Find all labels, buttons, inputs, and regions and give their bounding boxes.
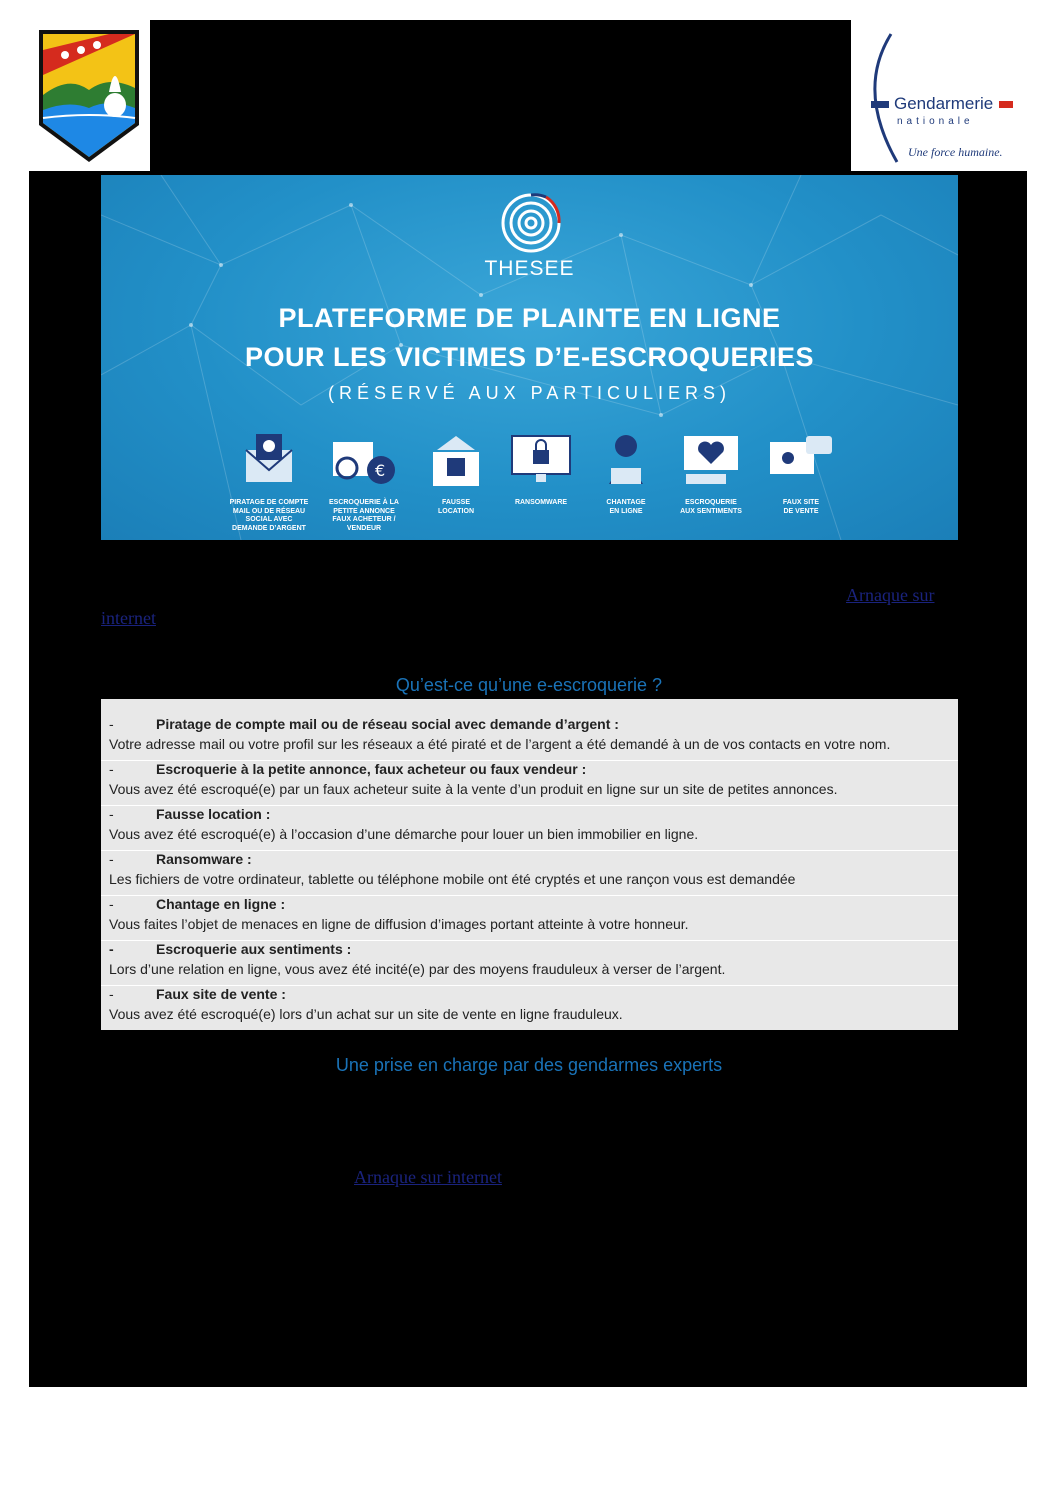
gendarmerie-logo (851, 20, 1027, 171)
blackmail-icon (591, 432, 661, 488)
banner-title-line2: POUR LES VICTIMES D’E-ESCROQUERIES (244, 342, 815, 372)
banner-subtitle: (RÉSERVÉ AUX PARTICULIERS) (327, 383, 732, 403)
icon-label-romance-scam: ESCROQUERIE AUX SENTIMENTS (680, 499, 742, 515)
list-dash: - (109, 986, 114, 1002)
icon-label-hacked-mail: PIRATAGE DE COMPTE MAIL OU DE RÉSEAU SOCIAL AVEC DEMANDE D’ARGENT (229, 499, 309, 532)
svg-text:€: € (375, 461, 386, 480)
coat-of-arms-icon (29, 20, 150, 171)
list-dash: - (109, 851, 114, 867)
scam-title: Ransomware : (156, 851, 252, 867)
icon-label-fake-shop: FAUX SITE DE VENTE (782, 499, 820, 515)
thesee-brand: THESEE (484, 257, 575, 280)
scam-description: Vous avez été escroqué(e) par un faux acheteur suite à la vente d’un produit en ligne sur un site de petites annonces. (109, 781, 838, 797)
icon-label-ransomware: RANSOMWARE (514, 499, 568, 506)
thesee-logo-icon (496, 185, 566, 255)
scam-description: Les fichiers de votre ordinateur, tablette ou téléphone mobile ont été cryptés et une rançon vous est demandée (109, 871, 796, 887)
scam-title: Escroquerie à la petite annonce, faux acheteur ou faux vendeur : (156, 761, 587, 777)
arnaque-link-part1[interactable]: Arnaque sur (846, 585, 935, 605)
scam-title: Faux site de vente : (156, 986, 286, 1002)
list-dash: - (109, 896, 114, 912)
gendarmerie-word: Gendarmerie (894, 94, 994, 113)
icon-label-ad-fraud: ESCROQUERIE À LA PETITE ANNONCE FAUX ACHETEUR / VENDEUR (328, 499, 399, 532)
scam-description: Vous avez été escroqué(e) lors d’un achat sur un site de vente en ligne frauduleux. (109, 1006, 623, 1022)
arnaque-link[interactable]: Arnaque sur internet (354, 1167, 502, 1187)
thesee-banner (101, 175, 958, 540)
scam-title: Fausse location : (156, 806, 271, 822)
experts-heading: Une prise en charge par des gendarmes experts (335, 1055, 723, 1075)
romance-scam-icon (676, 432, 746, 488)
scam-title: Escroquerie aux sentiments : (156, 941, 352, 957)
hacked-mail-icon (234, 432, 304, 488)
fake-rental-icon (421, 432, 491, 488)
ransomware-icon (506, 432, 576, 488)
scam-title: Piratage de compte mail ou de réseau social avec demande d’argent : (156, 716, 619, 732)
list-dash: - (109, 761, 114, 777)
scam-title: Chantage en ligne : (156, 896, 286, 912)
scam-description: Vous avez été escroqué(e) à l’occasion d’une démarche pour louer un bien immobilier en ligne. (109, 826, 699, 842)
scam-description: Vous faites l’objet de menaces en ligne de diffusion d’images portant atteinte à votre honneur. (109, 916, 689, 932)
list-dash: - (109, 806, 114, 822)
ad-fraud-icon (329, 432, 399, 488)
arnaque-link-part2[interactable]: internet (101, 608, 156, 628)
gendarmerie-tagline: Une force humaine. (908, 145, 1003, 159)
crest-frame (29, 20, 150, 171)
list-dash: - (109, 941, 114, 957)
scam-description: Votre adresse mail ou votre profil sur les réseaux a été piraté et de l’argent a été demandé à un de vos contacts en votre nom. (109, 736, 891, 752)
fake-shop-icon (766, 432, 836, 488)
gendarmerie-nationale: nationale (897, 116, 974, 127)
icon-label-blackmail: CHANTAGE EN LIGNE (606, 499, 646, 515)
scam-description: Lors d’une relation en ligne, vous avez été incité(e) par des moyens frauduleux à verser de l’argent. (109, 961, 726, 977)
list-dash: - (109, 716, 114, 732)
what-is-heading: Qu’est-ce qu’une e-escroquerie ? (395, 675, 663, 695)
icon-label-fake-rental: FAUSSE LOCATION (437, 499, 475, 515)
banner-title-line1: PLATEFORME DE PLAINTE EN LIGNE (278, 303, 781, 333)
scam-types-box (101, 699, 958, 1030)
